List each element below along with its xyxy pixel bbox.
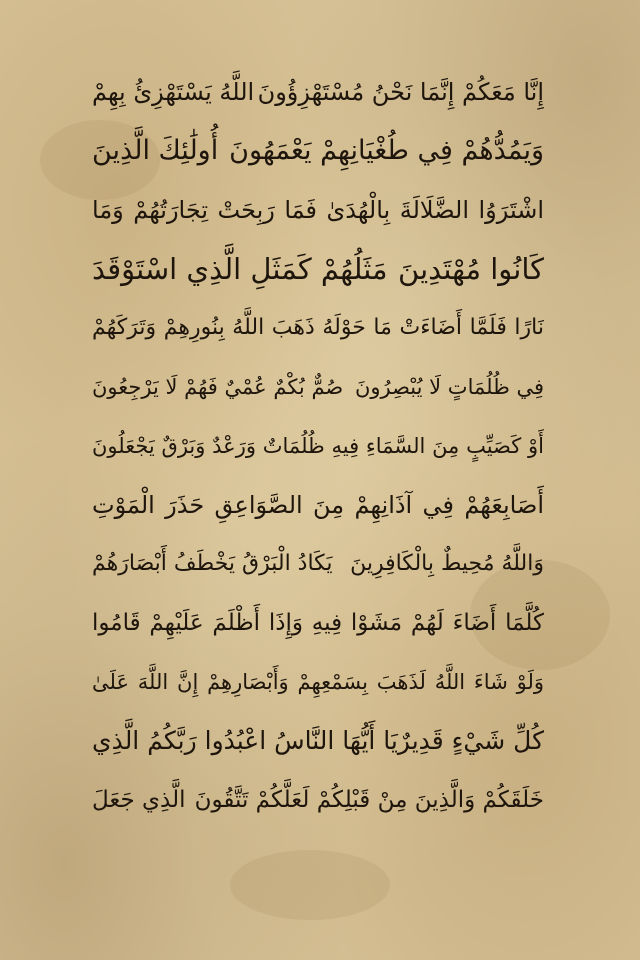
verse-segment: اشْتَرَوُا الضَّلَالَةَ بِالْهُدَىٰ فَمَا رَبِحَتْ تِجَارَتُهُمْ وَمَا [92,195,544,224]
verse-segment: الَّذِي جَعَلَ [92,786,186,813]
verse-segment: كُلَّمَا أَضَاءَ لَهُمْ مَشَوْا فِيهِ وَإِذَا أَظْلَمَ عَلَيْهِمْ قَامُوا [92,609,544,636]
verse-segment: وَلَوْ شَاءَ اللَّهُ لَذَهَبَ بِسَمْعِهِمْ وَأَبْصَارِهِمْ إِنَّ اللَّهَ عَلَىٰ [92,669,544,694]
verse-segment: خَلَقَكُمْ وَالَّذِينَ مِنْ قَبْلِكُمْ لَعَلَّكُمْ تَتَّقُونَ [194,786,544,813]
verse-segment: مَثَلُهُمْ كَمَثَلِ الَّذِي اسْتَوْقَدَ [92,251,388,286]
verse-segment: وَيَمُدُّهُمْ فِي طُغْيَانِهِمْ يَعْمَهُونَ [229,135,544,166]
manuscript-line [92,357,544,416]
verse-segment: كُلِّ شَيْءٍ قَدِيرٌ [397,726,544,755]
verse-segment: صُمٌّ بُكْمٌ عُمْيٌ فَهُمْ لَا يَرْجِعُونَ [92,374,344,399]
manuscript-line [92,770,544,829]
verse-segment: فِي ظُلُمَاتٍ لَا يُبْصِرُونَ [354,374,544,399]
verse-segment: يَكَادُ الْبَرْقُ يَخْطَفُ أَبْصَارَهُمْ [92,551,333,576]
verse-segment: أَصَابِعَهُمْ فِي آذَانِهِمْ مِنَ الصَّوَاعِقِ حَذَرَ الْمَوْتِ [92,490,544,519]
manuscript-line [92,239,544,298]
verse-segment: وَاللَّهُ مُحِيطٌ بِالْكَافِرِينَ [350,551,544,576]
manuscript-line [92,416,544,475]
manuscript-line [92,180,544,239]
verse-segment: أَوْ كَصَيِّبٍ مِنَ السَّمَاءِ فِيهِ ظُلُمَاتٌ وَرَعْدٌ وَبَرْقٌ يَجْعَلُونَ [92,433,544,458]
verse-segment: اللَّهُ يَسْتَهْزِئُ بِهِمْ [92,77,255,106]
manuscript-text [92,62,544,829]
manuscript-line [92,298,544,357]
paper-stain [230,850,390,920]
verse-segment: إِنَّا مَعَكُمْ إِنَّمَا نَحْنُ مُسْتَهْزِؤُونَ [257,77,544,106]
manuscript-line [92,62,544,121]
manuscript-line [92,652,544,711]
manuscript-line [92,534,544,593]
manuscript-line [92,475,544,534]
verse-segment: كَانُوا مُهْتَدِينَ [398,251,544,286]
verse-segment: يَا أَيُّهَا النَّاسُ اعْبُدُوا رَبَّكُمُ الَّذِي [92,726,398,755]
manuscript-line [92,711,544,770]
manuscript-line [92,121,544,180]
manuscript-line [92,593,544,652]
verse-segment: نَارًا فَلَمَّا أَضَاءَتْ مَا حَوْلَهُ ذَهَبَ اللَّهُ بِنُورِهِمْ وَتَرَكَهُمْ [92,315,544,340]
verse-segment: أُولَٰئِكَ الَّذِينَ [92,135,219,166]
